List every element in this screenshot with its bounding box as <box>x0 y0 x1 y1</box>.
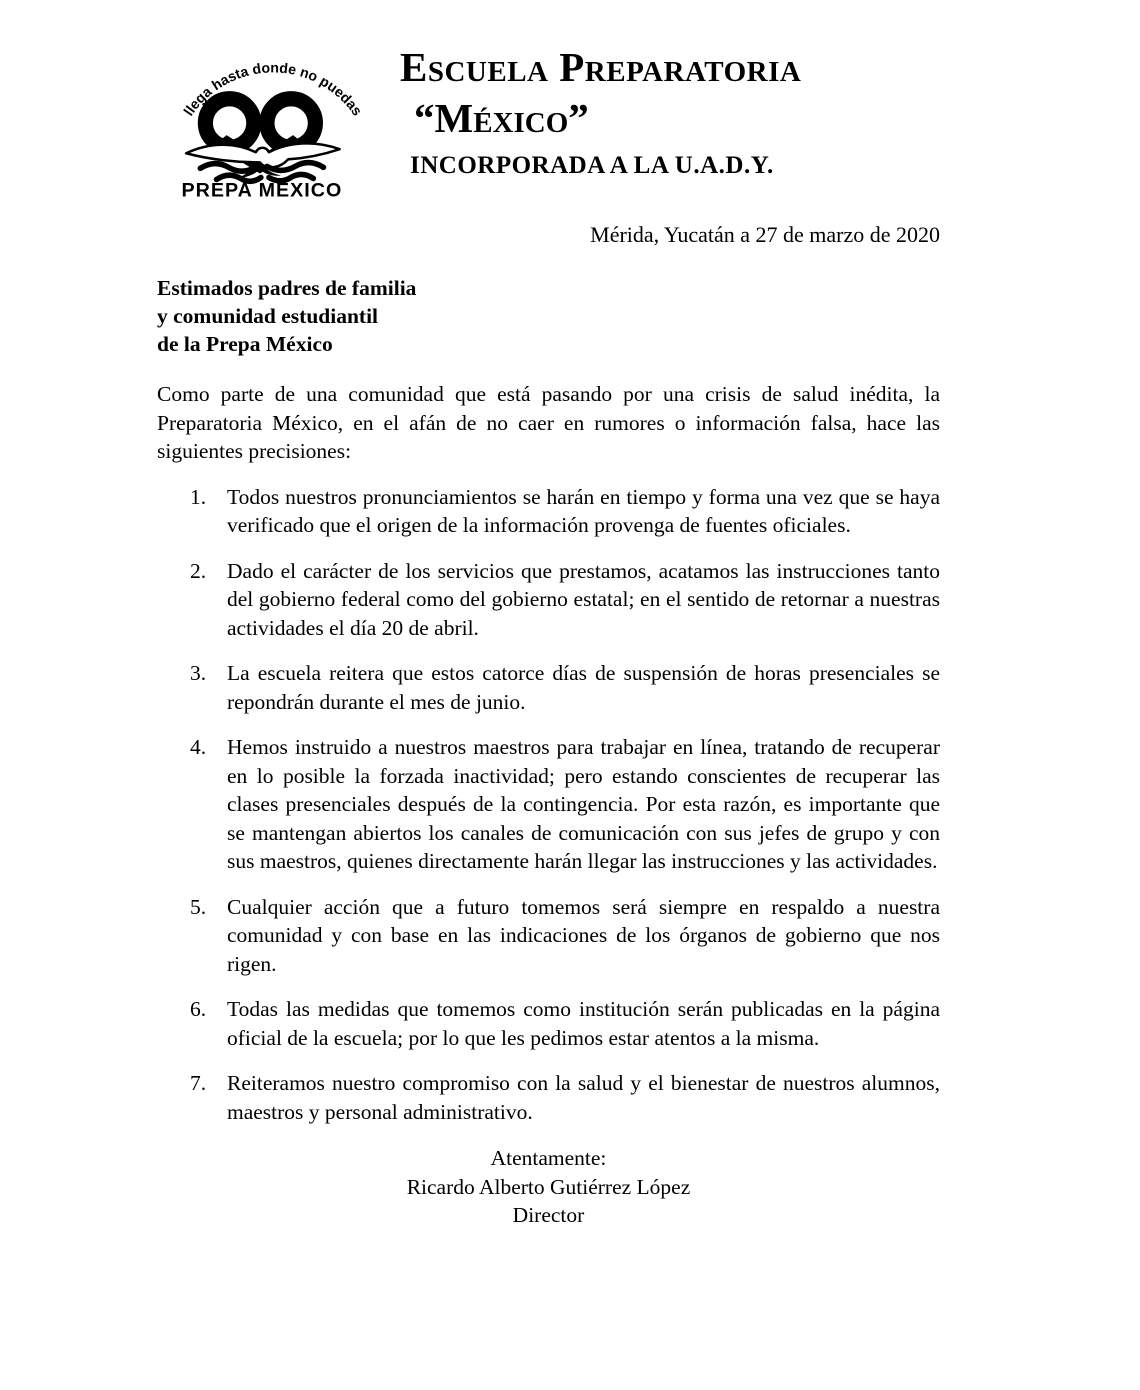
item-number: 7. <box>190 1071 207 1095</box>
letterhead <box>400 46 801 180</box>
list-item <box>157 659 940 716</box>
list-item <box>157 733 940 876</box>
item-text: Hemos instruido a nuestros maestros para trabajar en línea, tratando de recuperar en lo posible la forzada inactividad; pero estando conscientes de recuperar las clases presenciales después de la contingencia. Por esta razón, es importante que se mantengan abiertos los canales de comunicación con sus jefes de grupo y con sus maestros, quienes directamente harán llegar las instrucciones y las actividades. <box>227 735 940 873</box>
item-text: La escuela reitera que estos catorce días de suspensión de horas presenciales se repondrán durante el mes de junio. <box>227 661 940 714</box>
precisions-list <box>157 483 940 1127</box>
item-number: 3. <box>190 661 207 685</box>
list-item <box>157 893 940 979</box>
logo-arc-text: llega hasta donde no puedas <box>180 59 366 119</box>
item-text: Dado el carácter de los servicios que prestamos, acatamos las instrucciones tanto del gobierno federal como del gobierno estatal; en el sentido de retornar a nuestras actividades el día 20 de abril. <box>227 558 940 640</box>
signatory-title: Director <box>512 1203 585 1227</box>
item-text: Todos nuestros pronunciamientos se harán en tiempo y forma una vez que se haya verificado que el origen de la información provenga de fuentes oficiales. <box>227 484 940 537</box>
list-item <box>157 1069 940 1126</box>
closing-block <box>157 1144 940 1230</box>
school-name-line1: Escuela Preparatoria <box>400 44 802 90</box>
item-text: Cualquier acción que a futuro tomemos será siempre en respaldo a nuestra comunidad y con base en las indicaciones de los órganos de gobierno que nos rigen. <box>227 894 940 976</box>
school-subtitle: INCORPORADA A LA U.A.D.Y. <box>410 152 774 180</box>
intro-paragraph: Como parte de una comunidad que está pasando por una crisis de salud inédita, la Preparatoria México, en el afán de no caer en rumores o información falsa, hace las siguientes precisiones: <box>157 382 940 463</box>
item-number: 5. <box>190 894 207 919</box>
logo-caption: PREPA MEXICO <box>181 179 343 202</box>
valediction: Atentamente: <box>490 1146 607 1170</box>
item-number: 6. <box>190 997 207 1021</box>
item-number: 1. <box>190 484 207 509</box>
item-number: 2. <box>190 558 207 583</box>
salutation-line-3: de la Prepa México <box>157 332 333 356</box>
list-item <box>157 557 940 643</box>
salutation-line-1: Estimados padres de familia <box>157 276 417 300</box>
list-item <box>157 483 940 540</box>
item-text: Reiteramos nuestro compromiso con la salud y el bienestar de nuestros alumnos, maestros y personal administrativo. <box>227 1071 940 1124</box>
school-name-line2: “México” <box>414 95 589 142</box>
salutation <box>157 274 940 358</box>
item-text: Todas las medidas que tomemos como institución serán publicadas en la página oficial de la escuela; por lo que les pedimos estar atentos a la misma. <box>227 997 940 1050</box>
logo-bird-icon <box>186 143 339 178</box>
signatory-name: Ricardo Alberto Gutiérrez López <box>406 1174 691 1199</box>
item-number: 4. <box>190 735 207 759</box>
salutation-line-2: y comunidad estudiantil <box>157 304 379 328</box>
dateline: Mérida, Yucatán a 27 de marzo de 2020 <box>590 222 940 247</box>
list-item <box>157 995 940 1052</box>
school-logo <box>166 50 380 202</box>
letter-body <box>157 212 940 1230</box>
